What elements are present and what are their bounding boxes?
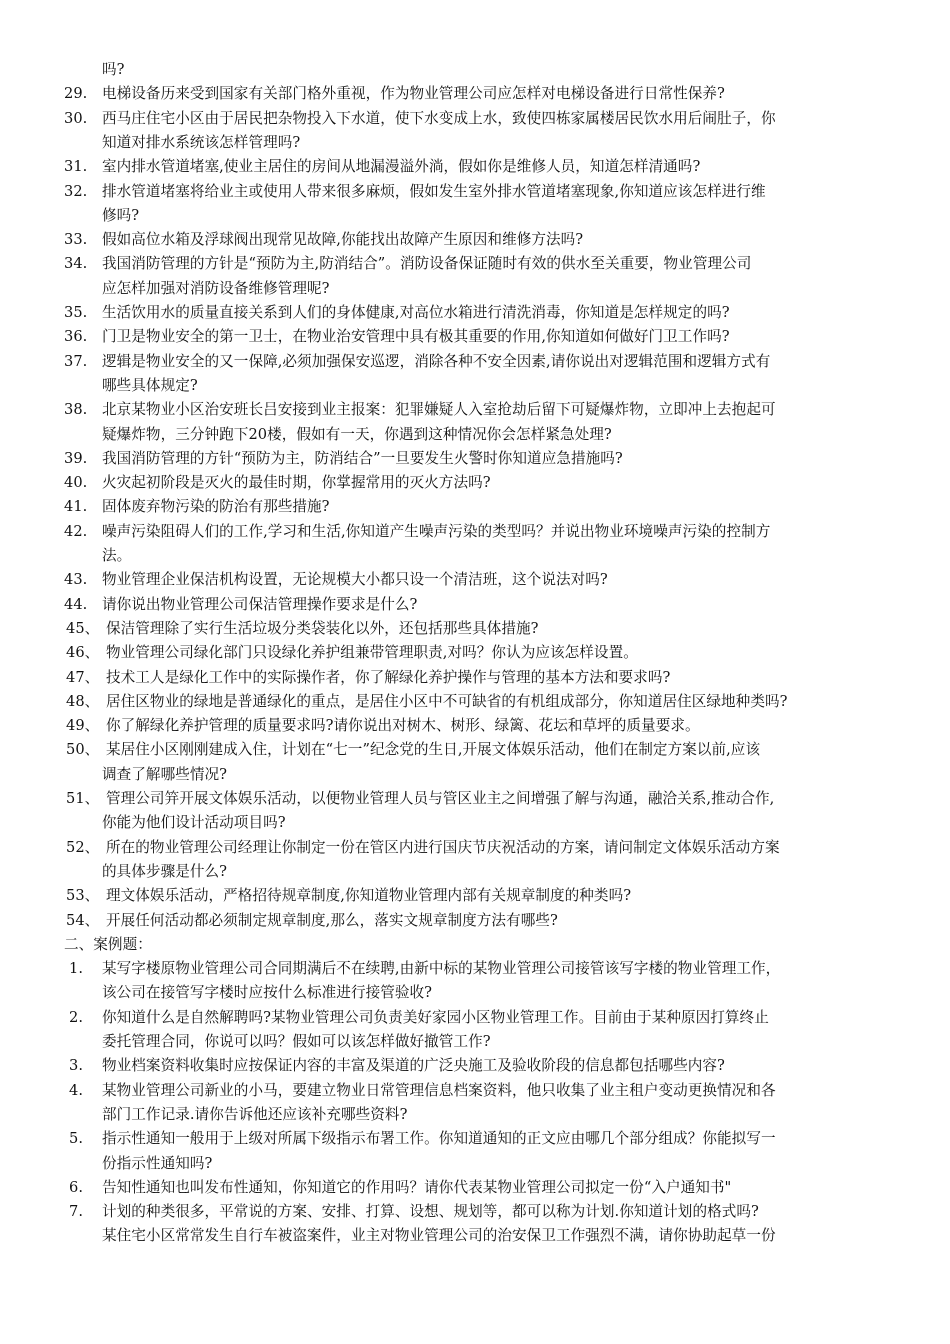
item-text: 计划的种类很多，平常说的方案、安排、打算、设想、规划等，都可以称为计划.你知道计划的格式吗? bbox=[102, 1203, 759, 1221]
item-number: 1. bbox=[69, 960, 84, 978]
item-text: 某住宅小区常常发生自行车被盗案件，业主对物业管理公司的治安保卫工作强烈不满，请你协助起草一份 bbox=[102, 1227, 776, 1245]
item-text: 某物业管理公司新业的小马，要建立物业日常管理信息档案资料，他只收集了业主租户变动更换情况和各 bbox=[102, 1081, 776, 1099]
item-number: 33. bbox=[64, 231, 88, 249]
item-number: 54、 bbox=[66, 911, 100, 929]
item-number: 47、 bbox=[66, 668, 100, 686]
item-text: 调查了解哪些情况? bbox=[102, 765, 228, 783]
item-number: 2. bbox=[69, 1008, 84, 1026]
item-number: 36. bbox=[64, 328, 88, 346]
item-text: 法。 bbox=[102, 547, 132, 564]
item-text: 所在的物业管理公司经理让你制定一份在管区内进行国庆节庆祝活动的方案，请问制定文体娱乐活动方案 bbox=[106, 838, 780, 856]
item-text: 的具体步骤是什么? bbox=[102, 862, 228, 880]
item-text: 该公司在接管写字楼时应按什么标准进行接管验收? bbox=[102, 984, 433, 1002]
item-text: 排水管道堵塞将给业主或使用人带来很多麻烦，假如发生室外排水管道堵塞现象,你知道应该怎样进行维 bbox=[102, 182, 766, 200]
item-number: 48、 bbox=[66, 692, 100, 710]
item-text: 管理公司笄开展文体娱乐活动，以便物业管理人员与管区业主之间增强了解与沟通，融洽关系,推动合作, bbox=[106, 790, 775, 807]
item-number: 41. bbox=[64, 498, 88, 516]
item-text: 疑爆炸物，三分钟跑下20楼，假如有一天，你遇到这种情况你会怎样紧急处理? bbox=[102, 425, 612, 443]
item-text: 保洁管理除了实行生活垃圾分类袋装化以外，还包括那些具体措施? bbox=[106, 619, 539, 637]
item-text: 某居住小区刚刚建成入住，计划在“七一”纪念党的生日,开展文体娱乐活动，他们在制定方案以前,应该 bbox=[106, 741, 761, 759]
item-text: 请你说出物业管理公司保洁管理操作要求是什么? bbox=[102, 595, 418, 613]
item-text: 知道对排水系统该怎样管理吗? bbox=[102, 133, 301, 151]
item-text: 室内排水管道堵塞,使业主居住的房间从地漏漫溢外淌，假如你是维修人员，知道怎样清通吗? bbox=[102, 158, 701, 176]
item-text: 物业档案资料收集时应按保证内容的丰富及渠道的广泛央施工及验收阶段的信息都包括哪些内容? bbox=[102, 1057, 725, 1075]
item-number: 45、 bbox=[66, 619, 100, 637]
item-text: 西马庄住宅小区由于居民把杂物投入下水道，使下水变成上水，致使四栋家属楼居民饮水用后闹肚子，你 bbox=[102, 109, 776, 127]
item-text: 应怎样加强对消防设备维修管理呢? bbox=[102, 279, 330, 297]
item-number: 44. bbox=[64, 595, 88, 613]
item-text: 二、案例题： bbox=[64, 935, 152, 953]
item-number: 46、 bbox=[66, 644, 100, 662]
item-text: 你了解绿化养护管理的质量要求吗?请你说出对树木、树形、绿篱、花坛和草坪的质量要求。 bbox=[106, 717, 700, 735]
item-number: 29. bbox=[64, 85, 88, 103]
item-text: 门卫是物业安全的第一卫士，在物业治安管理中具有极其重要的作用,你知道如何做好门卫工作吗? bbox=[102, 328, 730, 346]
item-text: 某写字楼原物业管理公司合同期满后不在续聘,由新中标的某物业管理公司接管该写字楼的物业管理工作， bbox=[102, 960, 781, 978]
item-number: 34. bbox=[64, 255, 88, 273]
item-number: 3. bbox=[69, 1057, 84, 1075]
item-number: 51、 bbox=[66, 790, 100, 807]
item-text: 北京某物业小区治安班长吕安接到业主报案：犯罪嫌疑人入室抢劫后留下可疑爆炸物，立即冲上去抱起可 bbox=[102, 401, 776, 419]
item-text: 噪声污染阻碍人们的工作,学习和生活,你知道产生噪声污染的类型吗？并说出物业环境噪声污染的控制方 bbox=[102, 522, 771, 540]
item-text: 生活饮用水的质量直接关系到人们的身体健康,对高位水箱进行清洗消毒，你知道是怎样规定的吗? bbox=[102, 304, 730, 321]
item-number: 39. bbox=[64, 449, 88, 467]
item-number: 53、 bbox=[66, 887, 100, 905]
item-number: 30. bbox=[64, 109, 88, 127]
item-number: 49、 bbox=[66, 717, 100, 735]
item-text: 修吗? bbox=[102, 206, 140, 224]
item-text: 理文体娱乐活动，严格招待规章制度,你知道物业管理内部有关规章制度的种类吗? bbox=[106, 887, 632, 905]
item-text: 吗? bbox=[102, 61, 125, 78]
item-text: 指示性通知一般用于上级对所属下级指示布署工作。你知道通知的正文应由哪几个部分组成？你能拟写一 bbox=[102, 1130, 776, 1148]
item-text: 你能为他们设计活动项目吗? bbox=[102, 814, 286, 832]
item-text: 我国消防管理的方针是“预防为主,防消结合”。消防设备保证随时有效的供水至关重要，物业管理公司 bbox=[102, 255, 752, 273]
item-number: 6. bbox=[69, 1178, 84, 1196]
item-text: 物业管理企业保洁机构设置，无论规模大小都只设一个清洁班，这个说法对吗? bbox=[102, 571, 608, 589]
item-text: 部门工作记录.请你告诉他还应该补充哪些资料? bbox=[102, 1105, 408, 1123]
item-number: 4. bbox=[69, 1081, 84, 1099]
item-number: 35. bbox=[64, 304, 88, 321]
item-number: 52、 bbox=[66, 838, 100, 856]
item-text: 电梯设备历来受到国家有关部门格外重视，作为物业管理公司应怎样对电梯设备进行日常性保养? bbox=[102, 85, 725, 103]
item-text: 哪些具体规定? bbox=[102, 376, 198, 394]
item-text: 技术工人是绿化工作中的实际操作者，你了解绿化养护操作与管理的基本方法和要求吗? bbox=[106, 668, 671, 686]
item-number: 7. bbox=[69, 1203, 84, 1221]
item-text: 居住区物业的绿地是普通绿化的重点，是居住小区中不可缺省的有机组成部分，你知道居住区绿地种类吗? bbox=[106, 692, 788, 710]
item-text: 我国消防管理的方针“预防为主，防消结合”一旦要发生火警时你知道应急措施吗? bbox=[102, 449, 623, 467]
item-number: 5. bbox=[69, 1130, 84, 1148]
item-text: 你知道什么是自然解聘吗?某物业管理公司负责美好家园小区物业管理工作。目前由于某种原因打算终止 bbox=[102, 1008, 769, 1026]
item-text: 固体废弃物污染的防治有那些措施? bbox=[102, 498, 330, 516]
item-number: 38. bbox=[64, 401, 88, 419]
item-number: 32. bbox=[64, 182, 88, 200]
item-number: 42. bbox=[64, 522, 88, 540]
item-text: 委托管理合同，你说可以吗？假如可以该怎样做好撤管工作? bbox=[102, 1033, 491, 1050]
item-number: 31. bbox=[64, 158, 88, 176]
item-text: 份指示性通知吗? bbox=[102, 1154, 213, 1172]
item-text: 告知性通知也叫发布性通知，你知道它的作用吗？请你代表某物业管理公司拟定一份“入户通知书" bbox=[102, 1178, 732, 1196]
item-text: 火灾起初阶段是灭火的最佳时期，你掌握常用的灭火方法吗? bbox=[102, 474, 491, 492]
item-number: 40. bbox=[64, 474, 88, 492]
item-number: 43. bbox=[64, 571, 88, 589]
item-text: 假如高位水箱及浮球阀出现常见故障,你能找出故障产生原因和维修方法吗? bbox=[102, 231, 584, 249]
item-text: 开展任何活动都必须制定规章制度,那么，落实文规章制度方法有哪些? bbox=[106, 911, 558, 929]
item-number: 37. bbox=[64, 352, 88, 370]
item-text: 物业管理公司绿化部门只设绿化养护组兼带管理职责,对吗？你认为应该怎样设置。 bbox=[106, 644, 638, 662]
item-text: 逻辑是物业安全的又一保障,必须加强保安巡逻，消除各种不安全因素,请你说出对逻辑范围和逻辑方式有 bbox=[102, 352, 771, 370]
item-number: 50、 bbox=[66, 741, 100, 759]
